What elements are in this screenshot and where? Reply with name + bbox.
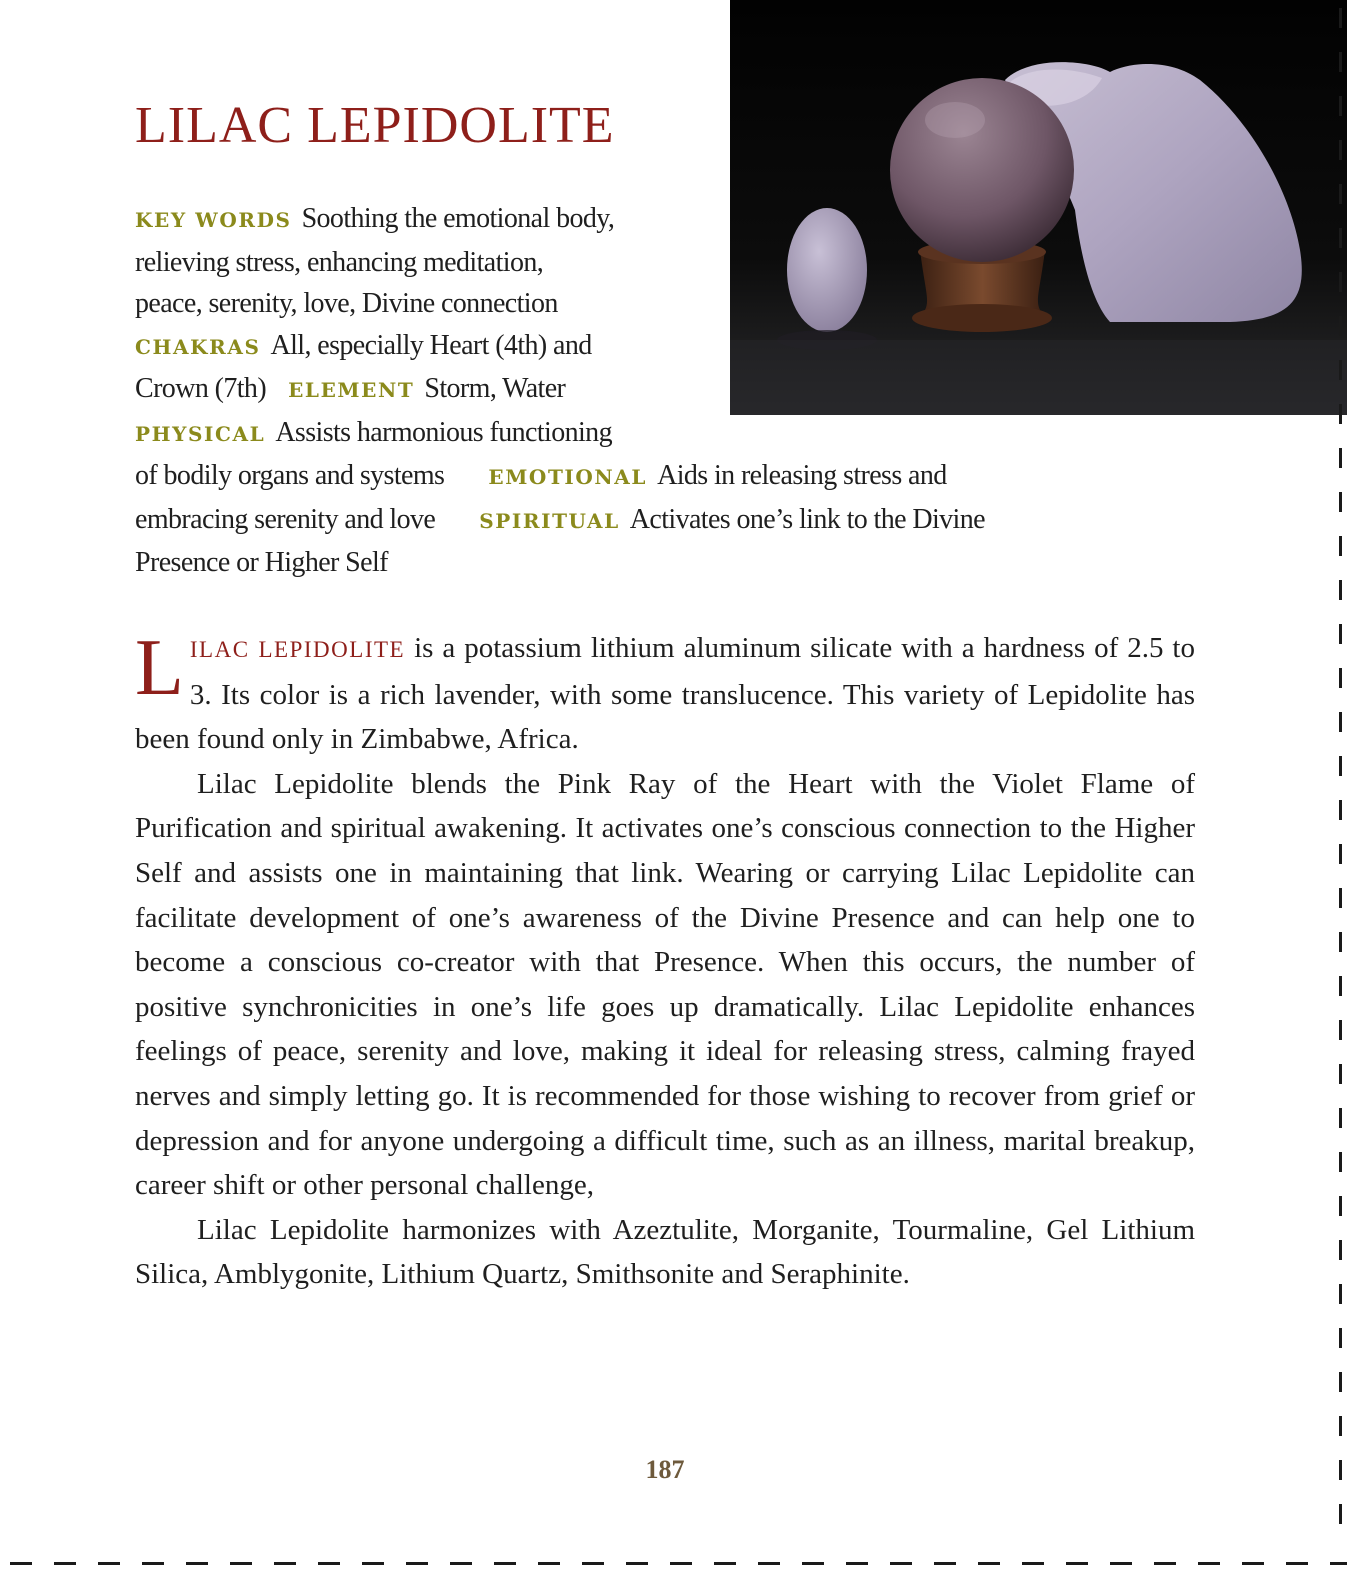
crop-mark [1339,492,1342,512]
crop-mark [1339,140,1342,160]
chakras-line-1 [135,325,985,369]
body-text [135,626,1195,1297]
crop-mark [1339,1504,1342,1524]
spiritual-label: SPIRITUAL [479,508,620,533]
crop-mark [582,1562,604,1565]
emotional-text-cont: embracing serenity and love [135,503,436,535]
crop-mark [934,1562,956,1565]
emotional-text: Aids in releasing stress and [657,460,947,491]
crop-mark [1339,800,1342,820]
crop-mark [1198,1562,1220,1565]
crop-mark [1339,8,1342,28]
paragraph-1-text: is a potassium lithium aluminum silicate with a hardness of 2.5 to 3. Its color is a rich lavender, with some translucence. This variety of Lepidolite has been found only in Zimbabwe, Africa. [135,632,1195,756]
element-text: Storm, Water [424,373,566,404]
crop-mark [230,1562,252,1565]
crop-mark [142,1562,164,1565]
crop-mark [1154,1562,1176,1565]
crop-mark [1339,1152,1342,1172]
emotional-line-2 [135,499,985,543]
crop-mark [1339,1284,1342,1304]
physical-text: Assists harmonious functioning [275,416,612,448]
crop-mark [1339,580,1342,600]
chakras-text: All, especially Heart (4th) and [270,329,592,361]
crop-mark [1339,448,1342,468]
crop-mark [1339,52,1342,72]
crop-mark [318,1562,340,1565]
crop-mark [1339,1372,1342,1392]
crop-mark [1339,976,1342,996]
key-words-label: KEY WORDS [135,208,292,232]
lead-smallcaps: ILAC LEPIDOLITE [189,637,406,662]
crop-mark [1339,756,1342,776]
crop-mark [1339,316,1342,336]
crop-mark [1339,1460,1342,1480]
key-words-line-1 [135,198,985,242]
emotional-label: EMOTIONAL [488,465,648,489]
crop-mark [1339,272,1342,292]
crop-mark [1330,1562,1347,1565]
crop-mark [1339,624,1342,644]
crop-mark [714,1562,736,1565]
crop-mark [1339,1020,1342,1040]
crop-mark [670,1562,692,1565]
crop-mark [494,1562,516,1565]
key-words-line-2: relieving stress, enhancing meditation, [135,246,544,278]
crop-mark [186,1562,208,1565]
crop-mark [362,1562,384,1565]
crop-mark [890,1562,912,1565]
crop-mark [10,1562,32,1565]
page-title: LILAC LEPIDOLITE [135,97,615,154]
crop-mark [846,1562,868,1565]
attribute-block [135,198,985,584]
crop-mark [1339,1064,1342,1084]
physical-text-cont: of bodily organs and systems [135,460,445,491]
crop-mark [1339,1416,1342,1436]
crop-mark [54,1562,76,1565]
crop-mark [1242,1562,1264,1565]
crop-mark [538,1562,560,1565]
crop-mark [1110,1562,1132,1565]
crop-mark [1339,932,1342,952]
crop-mark [450,1562,472,1565]
crop-mark [1339,184,1342,204]
crop-mark [1339,668,1342,688]
chakras-label: CHAKRAS [135,334,261,359]
physical-line-1 [135,412,985,456]
physical-line-2 [135,455,985,499]
chakras-line-2 [135,368,985,412]
crop-mark [1339,404,1342,424]
element-label: ELEMENT [288,378,415,402]
spiritual-line-2: Presence or Higher Self [135,547,388,578]
crop-mark [802,1562,824,1565]
crop-mark [758,1562,780,1565]
crop-mark [1339,1328,1342,1348]
crop-mark [978,1562,1000,1565]
crop-mark [1339,888,1342,908]
paragraph-1 [135,626,1195,762]
crop-mark [1339,844,1342,864]
crop-mark [1022,1562,1044,1565]
physical-label: PHYSICAL [135,421,266,446]
crop-mark [1339,1240,1342,1260]
crop-mark [1339,712,1342,732]
key-words-text: Soothing the emotional body, [301,203,615,234]
crop-mark [1339,536,1342,556]
crop-mark [274,1562,296,1565]
crop-mark [1066,1562,1088,1565]
crop-mark [1339,1108,1342,1128]
paragraph-2: Lilac Lepidolite blends the Pink Ray of the Heart with the Violet Flame of Purification and spiritual awakening. It activates one’s conscious connection to the Higher Self and assists one in maintaining that link. Wearing or carrying Lilac Lepidolite can facilitate development of one’s awareness of the Divine Presence and can help one to become a conscious co-creator with that Presence. When this occurs, the number of positive synchronicities in one’s life goes up dramatically. Lilac Lepidolite enhances feelings of peace, serenity and love, making it ideal for releasing stress, calming frayed nerves and simply letting go. It is recommended for those wishing to recover from grief or depression and for anyone undergoing a difficult time, such as an illness, marital breakup, career shift or other personal challenge, [135,767,1195,1202]
spiritual-text: Activates one’s link to the Divine [629,503,985,535]
crop-mark [1339,360,1342,380]
page-number: 187 [645,1455,685,1484]
crop-mark [1339,228,1342,248]
chakras-text-cont: Crown (7th) [135,373,267,404]
crop-mark [1339,1196,1342,1216]
key-words-line-3: peace, serenity, love, Divine connection [135,288,558,319]
paragraph-3: Lilac Lepidolite harmonizes with Azeztulite, Morganite, Tourmaline, Gel Lithium Silica, Amblygonite, Lithium Quartz, Smithsonite and Seraphinite. [135,1213,1195,1291]
drop-cap: L [135,624,184,712]
crop-mark [626,1562,648,1565]
crop-mark [406,1562,428,1565]
crop-mark [1339,96,1342,116]
crop-mark [1286,1562,1308,1565]
crop-mark [98,1562,120,1565]
